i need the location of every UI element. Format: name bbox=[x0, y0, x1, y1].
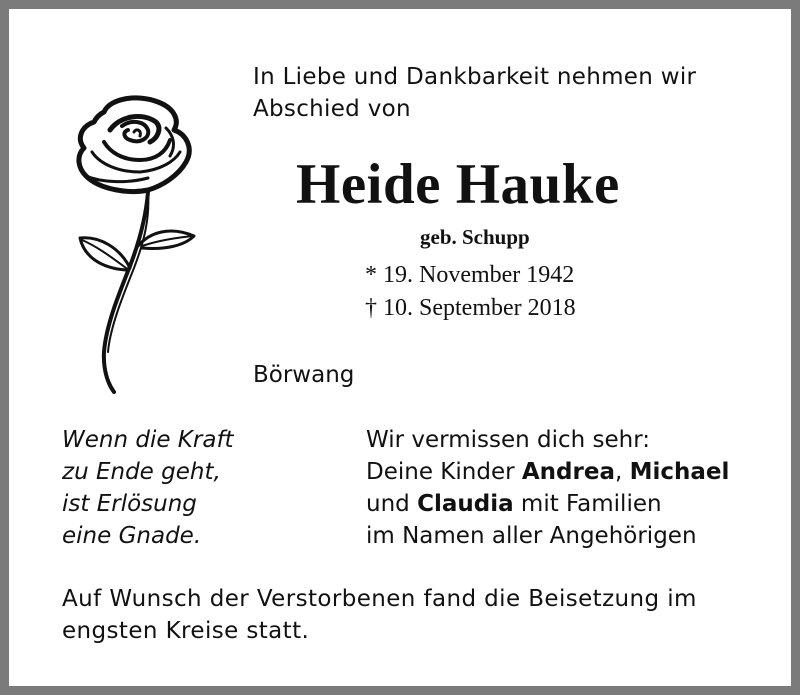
child-name: Andrea bbox=[521, 459, 615, 485]
mourners-prefix: Deine Kinder bbox=[366, 459, 522, 485]
memorial-verse bbox=[62, 424, 234, 552]
child-name: Claudia bbox=[417, 491, 514, 517]
closing-line: engsten Kreise statt. bbox=[62, 618, 310, 644]
verse-line: eine Gnade. bbox=[62, 523, 202, 549]
mourners-prefix: und bbox=[366, 491, 418, 517]
mourners-suffix: mit Familien bbox=[513, 491, 662, 517]
child-name: Michael bbox=[629, 459, 730, 485]
place-name: Börwang bbox=[253, 362, 355, 388]
mourners-line: Wir vermissen dich sehr: bbox=[366, 427, 651, 453]
mourners-line: im Namen aller Angehörigen bbox=[366, 523, 697, 549]
verse-line: ist Erlösung bbox=[62, 491, 197, 517]
closing-line: Auf Wunsch der Verstorbenen fand die Beisetzung im bbox=[62, 586, 697, 612]
birth-date: * 19. November 1942 bbox=[365, 262, 575, 288]
life-dates bbox=[365, 259, 576, 325]
verse-line: zu Ende geht, bbox=[62, 459, 221, 485]
intro-line: Abschied von bbox=[253, 96, 411, 122]
intro-line: In Liebe und Dankbarkeit nehmen wir bbox=[253, 64, 697, 90]
maiden-name: geb. Schupp bbox=[420, 225, 530, 249]
closing-note bbox=[62, 583, 697, 647]
death-date: † 10. September 2018 bbox=[365, 295, 576, 321]
mourners-block bbox=[366, 424, 729, 552]
intro-text bbox=[253, 61, 696, 125]
mourners-line bbox=[366, 488, 729, 520]
mourners-line bbox=[366, 456, 729, 488]
rose-icon bbox=[70, 90, 210, 400]
name-separator: , bbox=[614, 459, 630, 485]
verse-line: Wenn die Kraft bbox=[62, 427, 234, 453]
deceased-name: Heide Hauke bbox=[296, 153, 620, 216]
